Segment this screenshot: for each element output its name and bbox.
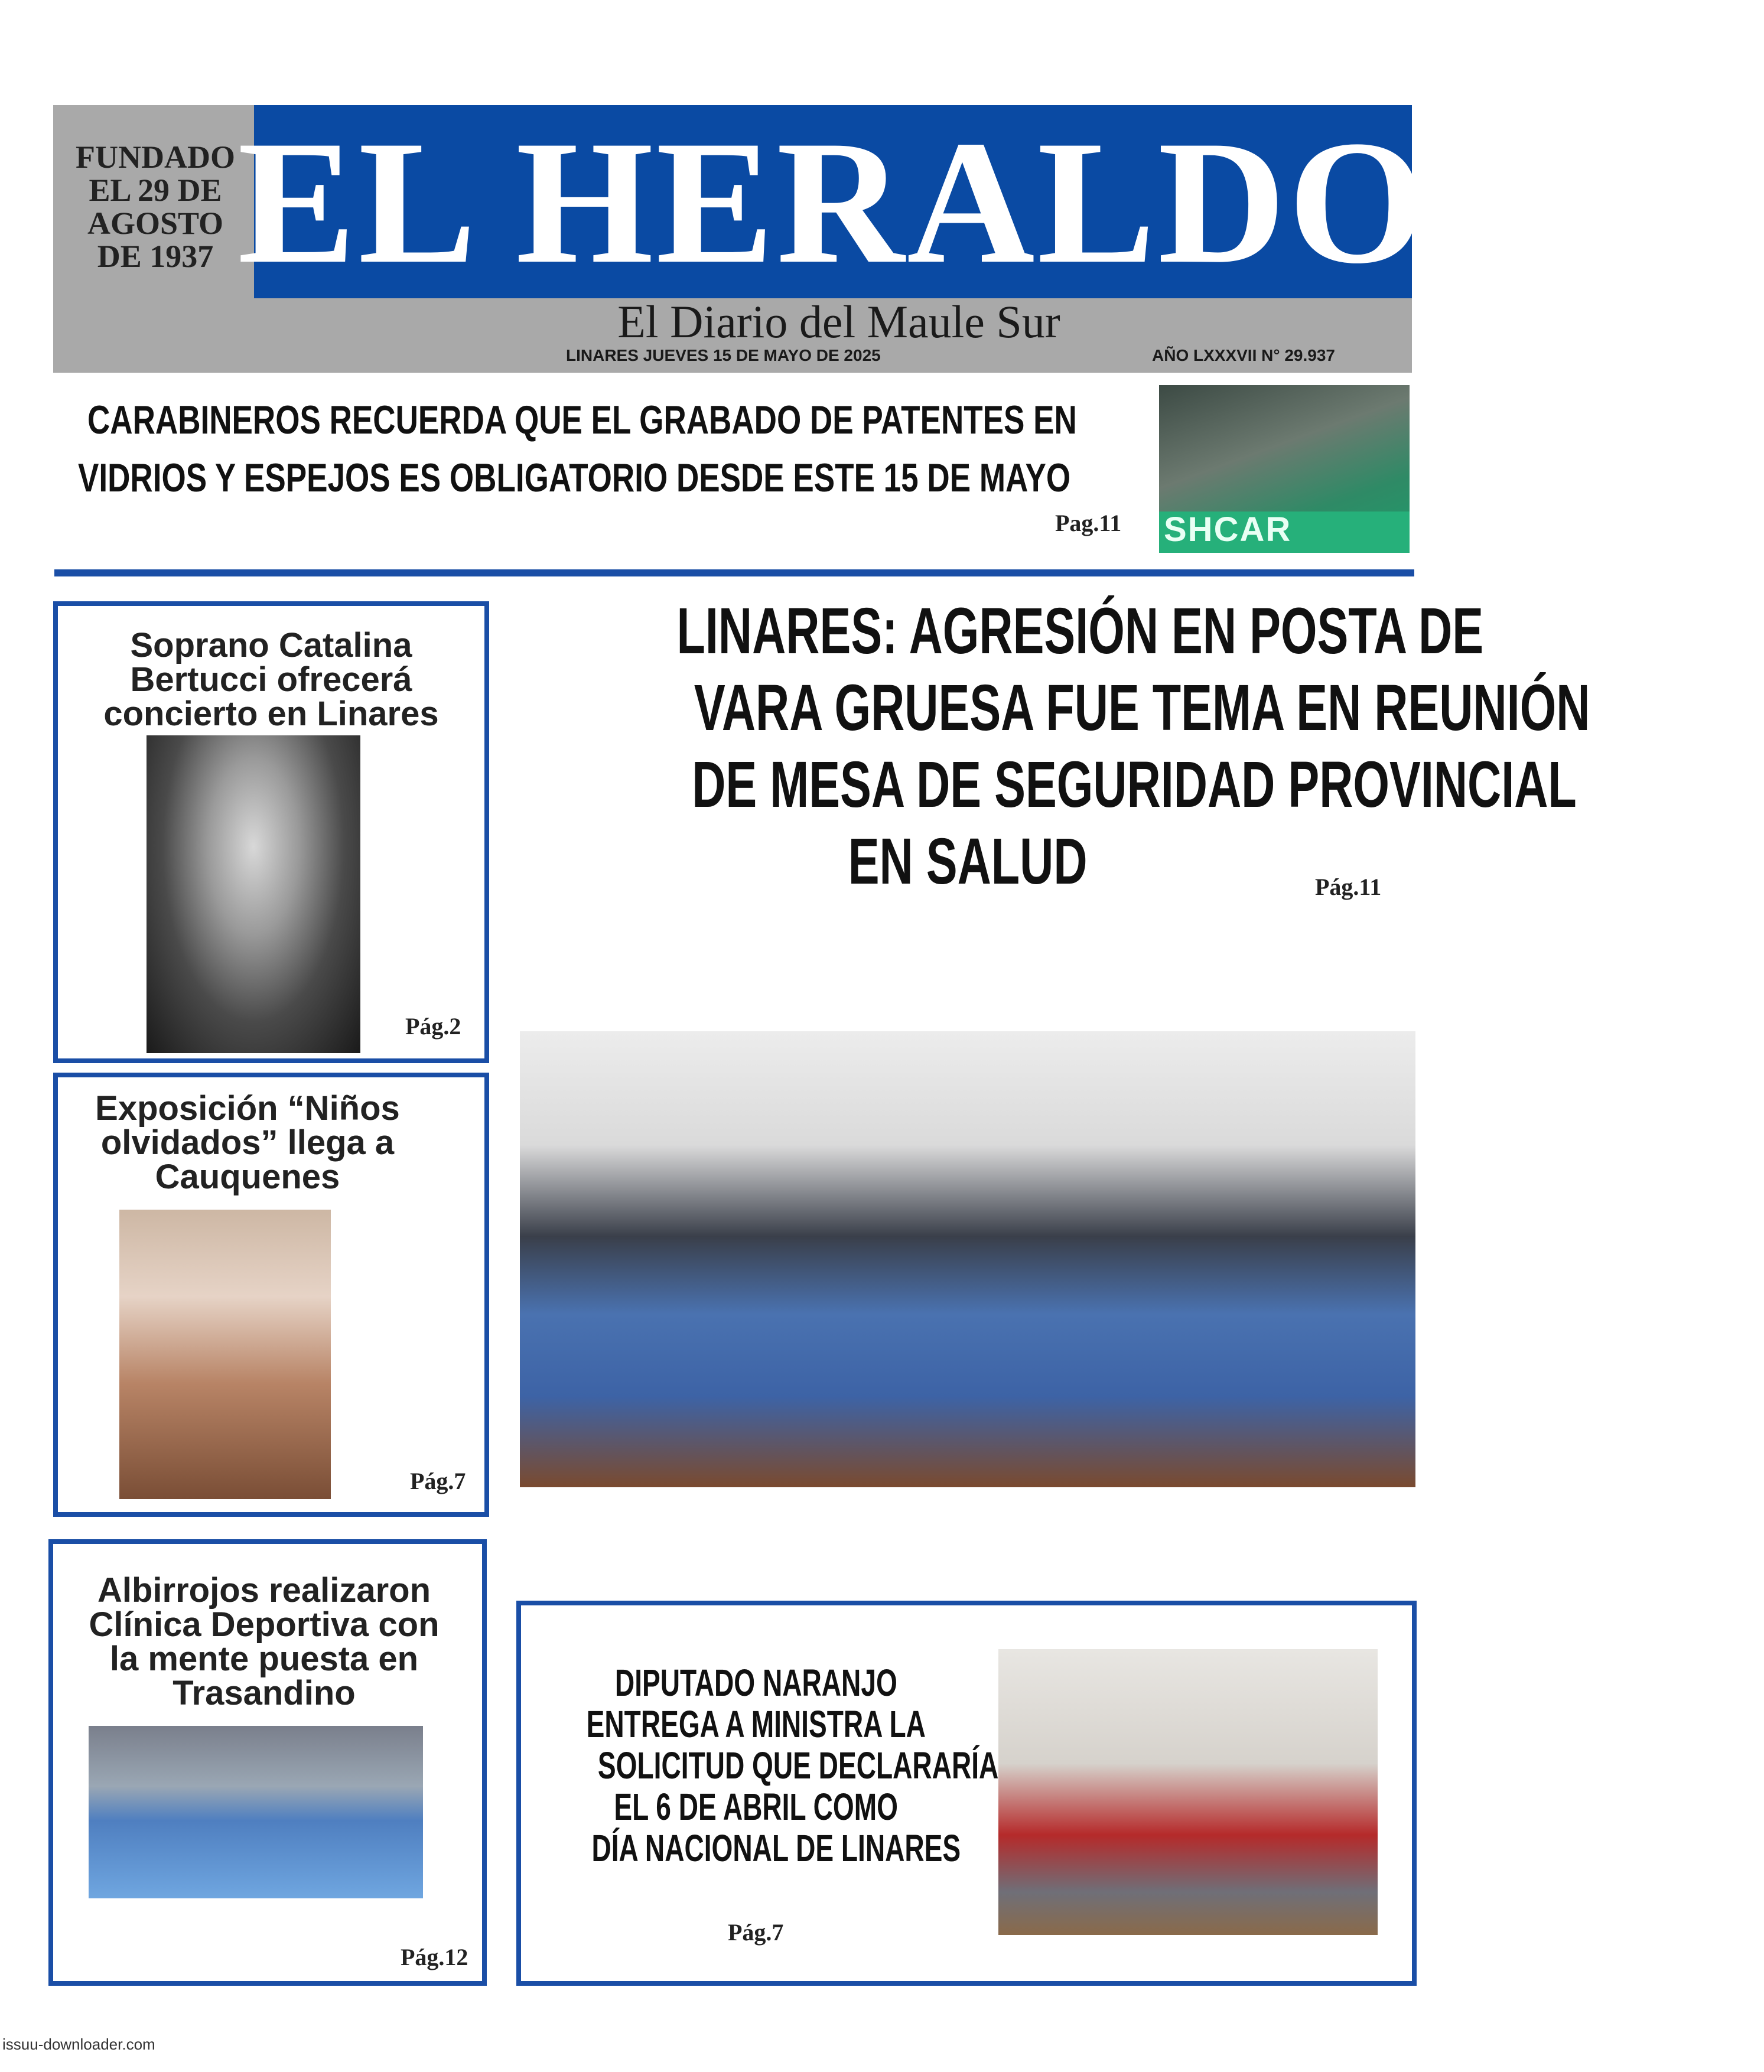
headline-line: Exposición “Niños	[95, 1089, 400, 1128]
headline-line: Albirrojos realizaron	[97, 1571, 431, 1610]
sidebar-story-page-ref: Pág.12	[401, 1944, 468, 1970]
newspaper-title: EL HERALDO	[237, 103, 1428, 300]
headline-line: Trasandino	[173, 1674, 356, 1712]
headline-line: la mente puesta en	[109, 1640, 419, 1678]
headline-line	[520, 1827, 992, 1869]
diputado-story-headline[interactable]	[520, 1661, 999, 1869]
headline-line	[520, 1703, 992, 1745]
headline-line: Soprano Catalina	[130, 626, 412, 664]
sidebar-story-page-ref: Pág.2	[405, 1013, 461, 1040]
headline-line: Clínica Deportiva con	[89, 1605, 440, 1644]
sidebar-story-headline	[50, 1573, 479, 1711]
headline-text: DIPUTADO NARANJO	[615, 1661, 897, 1704]
headline-line	[520, 670, 1590, 747]
headline-text: LINARES: AGRESIÓN EN POSTA DE	[676, 595, 1484, 667]
photo-sticker-text: SHCAR	[1164, 510, 1292, 549]
headline-line: Cauquenes	[155, 1158, 340, 1196]
headline-text: DE MESA DE SEGURIDAD PROVINCIAL	[692, 748, 1577, 821]
sidebar-story-page-ref: Pág.7	[410, 1468, 466, 1494]
issue-number: AÑO LXXXVII N° 29.937	[1152, 346, 1335, 364]
headline-line	[520, 1662, 992, 1703]
headline-line	[520, 823, 1415, 900]
headline-text: EN SALUD	[848, 825, 1088, 898]
security-meeting-photo[interactable]	[520, 1031, 1415, 1487]
main-story-page-ref: Pág.11	[1315, 874, 1382, 900]
sports-clinic-photo[interactable]	[89, 1726, 423, 1898]
edition-date: LINARES JUEVES 15 DE MAYO DE 2025	[566, 346, 881, 364]
soprano-portrait-photo[interactable]	[147, 735, 360, 1053]
headline-line: olvidados” llega a	[100, 1123, 395, 1162]
founded-date: FUNDADO EL 29 DE AGOSTO DE 1937	[76, 139, 235, 274]
sculptor-photo[interactable]	[119, 1210, 331, 1499]
headline-line: Bertucci ofrecerá	[130, 660, 412, 699]
top-story-headline-line-1[interactable]: CARABINEROS RECUERDA QUE EL GRABADO DE PATENTES EN	[87, 398, 1077, 442]
source-watermark: issuu-downloader.com	[2, 2035, 155, 2053]
top-story-page-ref: Pag.11	[1055, 510, 1122, 536]
headline-text: ENTREGA A MINISTRA LA	[586, 1703, 926, 1745]
headline-line	[520, 747, 1577, 823]
headline-text: DÍA NACIONAL DE LINARES	[591, 1827, 961, 1869]
newspaper-subtitle: El Diario del Maule Sur	[617, 296, 1060, 347]
headline-line	[520, 1744, 999, 1787]
section-divider	[54, 569, 1414, 576]
diputado-ministra-photo[interactable]	[998, 1649, 1378, 1935]
top-story-headline-line-2[interactable]: VIDRIOS Y ESPEJOS ES OBLIGATORIO DESDE ESTE 15 DE MAYO	[78, 455, 1071, 500]
sidebar-story-headline	[58, 628, 484, 731]
headline-line	[520, 1786, 992, 1827]
top-story-photo[interactable]	[1159, 385, 1410, 553]
headline-text: VARA GRUESA FUE TEMA EN REUNIÓN	[694, 672, 1590, 744]
headline-line	[520, 593, 1484, 670]
headline-text: SOLICITUD QUE DECLARARÍA	[597, 1744, 999, 1787]
sidebar-story-headline	[34, 1089, 461, 1196]
headline-line: concierto en Linares	[103, 695, 439, 733]
main-story-headline[interactable]	[520, 593, 1590, 900]
diputado-story-page-ref: Pág.7	[728, 1919, 784, 1946]
headline-text: EL 6 DE ABRIL COMO	[614, 1786, 899, 1828]
